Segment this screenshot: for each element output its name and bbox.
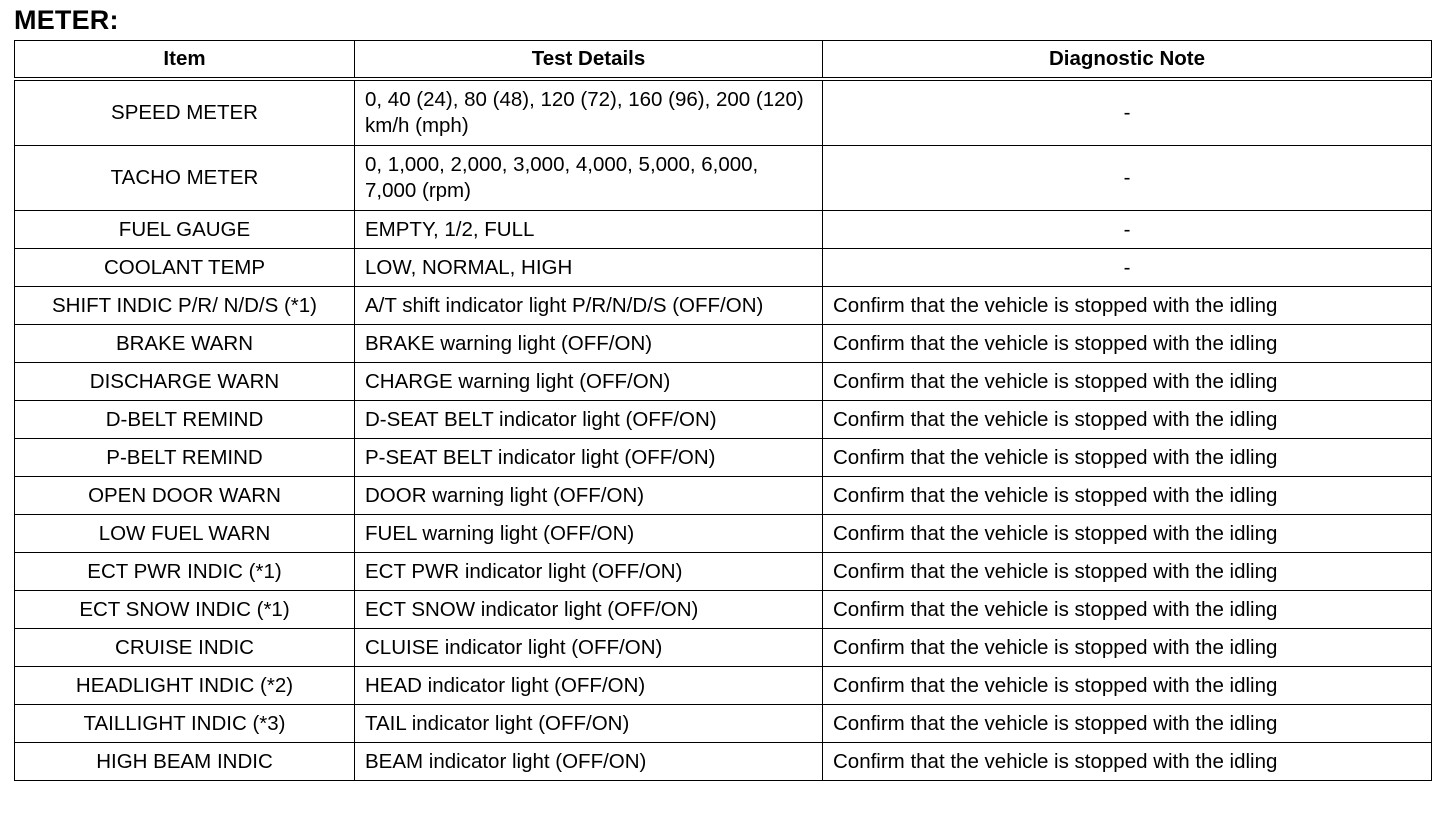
item-cell: SPEED METER	[15, 79, 355, 146]
test-details-cell: BRAKE warning light (OFF/ON)	[355, 325, 823, 363]
item-cell: LOW FUEL WARN	[15, 515, 355, 553]
test-details-cell: TAIL indicator light (OFF/ON)	[355, 705, 823, 743]
table-row	[15, 363, 1432, 401]
table-row	[15, 287, 1432, 325]
header-diagnostic-note: Diagnostic Note	[823, 41, 1432, 80]
item-cell: D-BELT REMIND	[15, 401, 355, 439]
test-details-cell: CLUISE indicator light (OFF/ON)	[355, 629, 823, 667]
diagnostic-note-cell: -	[823, 79, 1432, 146]
item-cell: TAILLIGHT INDIC (*3)	[15, 705, 355, 743]
diagnostic-note-cell: Confirm that the vehicle is stopped with the idling	[823, 743, 1432, 781]
header-item: Item	[15, 41, 355, 80]
diagnostic-note-cell: Confirm that the vehicle is stopped with the idling	[823, 667, 1432, 705]
table-row	[15, 249, 1432, 287]
diagnostic-note-cell: Confirm that the vehicle is stopped with the idling	[823, 515, 1432, 553]
diagnostic-note-cell: Confirm that the vehicle is stopped with the idling	[823, 705, 1432, 743]
item-cell: BRAKE WARN	[15, 325, 355, 363]
table-row	[15, 477, 1432, 515]
item-cell: FUEL GAUGE	[15, 211, 355, 249]
item-cell: CRUISE INDIC	[15, 629, 355, 667]
test-details-cell: HEAD indicator light (OFF/ON)	[355, 667, 823, 705]
item-cell: ECT PWR INDIC (*1)	[15, 553, 355, 591]
diagnostic-note-cell: Confirm that the vehicle is stopped with the idling	[823, 629, 1432, 667]
page-title: METER:	[14, 5, 119, 35]
test-details-cell: EMPTY, 1/2, FULL	[355, 211, 823, 249]
item-cell: OPEN DOOR WARN	[15, 477, 355, 515]
table-row	[15, 629, 1432, 667]
table-row	[15, 667, 1432, 705]
table-body	[15, 79, 1432, 781]
test-details-cell: 0, 1,000, 2,000, 3,000, 4,000, 5,000, 6,000, 7,000 (rpm)	[355, 146, 823, 211]
test-details-cell: ECT SNOW indicator light (OFF/ON)	[355, 591, 823, 629]
header-test-details: Test Details	[355, 41, 823, 80]
diagnostic-note-cell: Confirm that the vehicle is stopped with the idling	[823, 439, 1432, 477]
table-row	[15, 401, 1432, 439]
table-row	[15, 439, 1432, 477]
table-row	[15, 705, 1432, 743]
test-details-cell: 0, 40 (24), 80 (48), 120 (72), 160 (96), 200 (120) km/h (mph)	[355, 79, 823, 146]
diagnostic-note-cell: -	[823, 249, 1432, 287]
diagnostic-note-cell: -	[823, 211, 1432, 249]
diagnostic-note-cell: -	[823, 146, 1432, 211]
test-details-cell: FUEL warning light (OFF/ON)	[355, 515, 823, 553]
item-cell: SHIFT INDIC P/R/ N/D/S (*1)	[15, 287, 355, 325]
diagnostic-note-cell: Confirm that the vehicle is stopped with the idling	[823, 591, 1432, 629]
item-cell: P-BELT REMIND	[15, 439, 355, 477]
diagnostic-note-cell: Confirm that the vehicle is stopped with the idling	[823, 553, 1432, 591]
item-cell: ECT SNOW INDIC (*1)	[15, 591, 355, 629]
item-cell: HEADLIGHT INDIC (*2)	[15, 667, 355, 705]
test-details-cell: P-SEAT BELT indicator light (OFF/ON)	[355, 439, 823, 477]
item-cell: DISCHARGE WARN	[15, 363, 355, 401]
header-row	[15, 41, 1432, 80]
table-row	[15, 515, 1432, 553]
table-row	[15, 591, 1432, 629]
test-details-cell: DOOR warning light (OFF/ON)	[355, 477, 823, 515]
table-header	[15, 41, 1432, 80]
table-row	[15, 146, 1432, 211]
diagnostic-note-cell: Confirm that the vehicle is stopped with the idling	[823, 401, 1432, 439]
test-details-cell: LOW, NORMAL, HIGH	[355, 249, 823, 287]
diagnostic-note-cell: Confirm that the vehicle is stopped with the idling	[823, 477, 1432, 515]
table-row	[15, 79, 1432, 146]
table-row	[15, 211, 1432, 249]
item-cell: HIGH BEAM INDIC	[15, 743, 355, 781]
table-row	[15, 553, 1432, 591]
diagnostic-note-cell: Confirm that the vehicle is stopped with the idling	[823, 363, 1432, 401]
test-details-cell: D-SEAT BELT indicator light (OFF/ON)	[355, 401, 823, 439]
table-row	[15, 325, 1432, 363]
item-cell: COOLANT TEMP	[15, 249, 355, 287]
diagnostic-note-cell: Confirm that the vehicle is stopped with the idling	[823, 287, 1432, 325]
item-cell: TACHO METER	[15, 146, 355, 211]
diagnostic-note-cell: Confirm that the vehicle is stopped with the idling	[823, 325, 1432, 363]
test-details-cell: BEAM indicator light (OFF/ON)	[355, 743, 823, 781]
test-details-cell: CHARGE warning light (OFF/ON)	[355, 363, 823, 401]
test-details-cell: A/T shift indicator light P/R/N/D/S (OFF/ON)	[355, 287, 823, 325]
table-row	[15, 743, 1432, 781]
test-details-cell: ECT PWR indicator light (OFF/ON)	[355, 553, 823, 591]
meter-table	[14, 40, 1432, 781]
